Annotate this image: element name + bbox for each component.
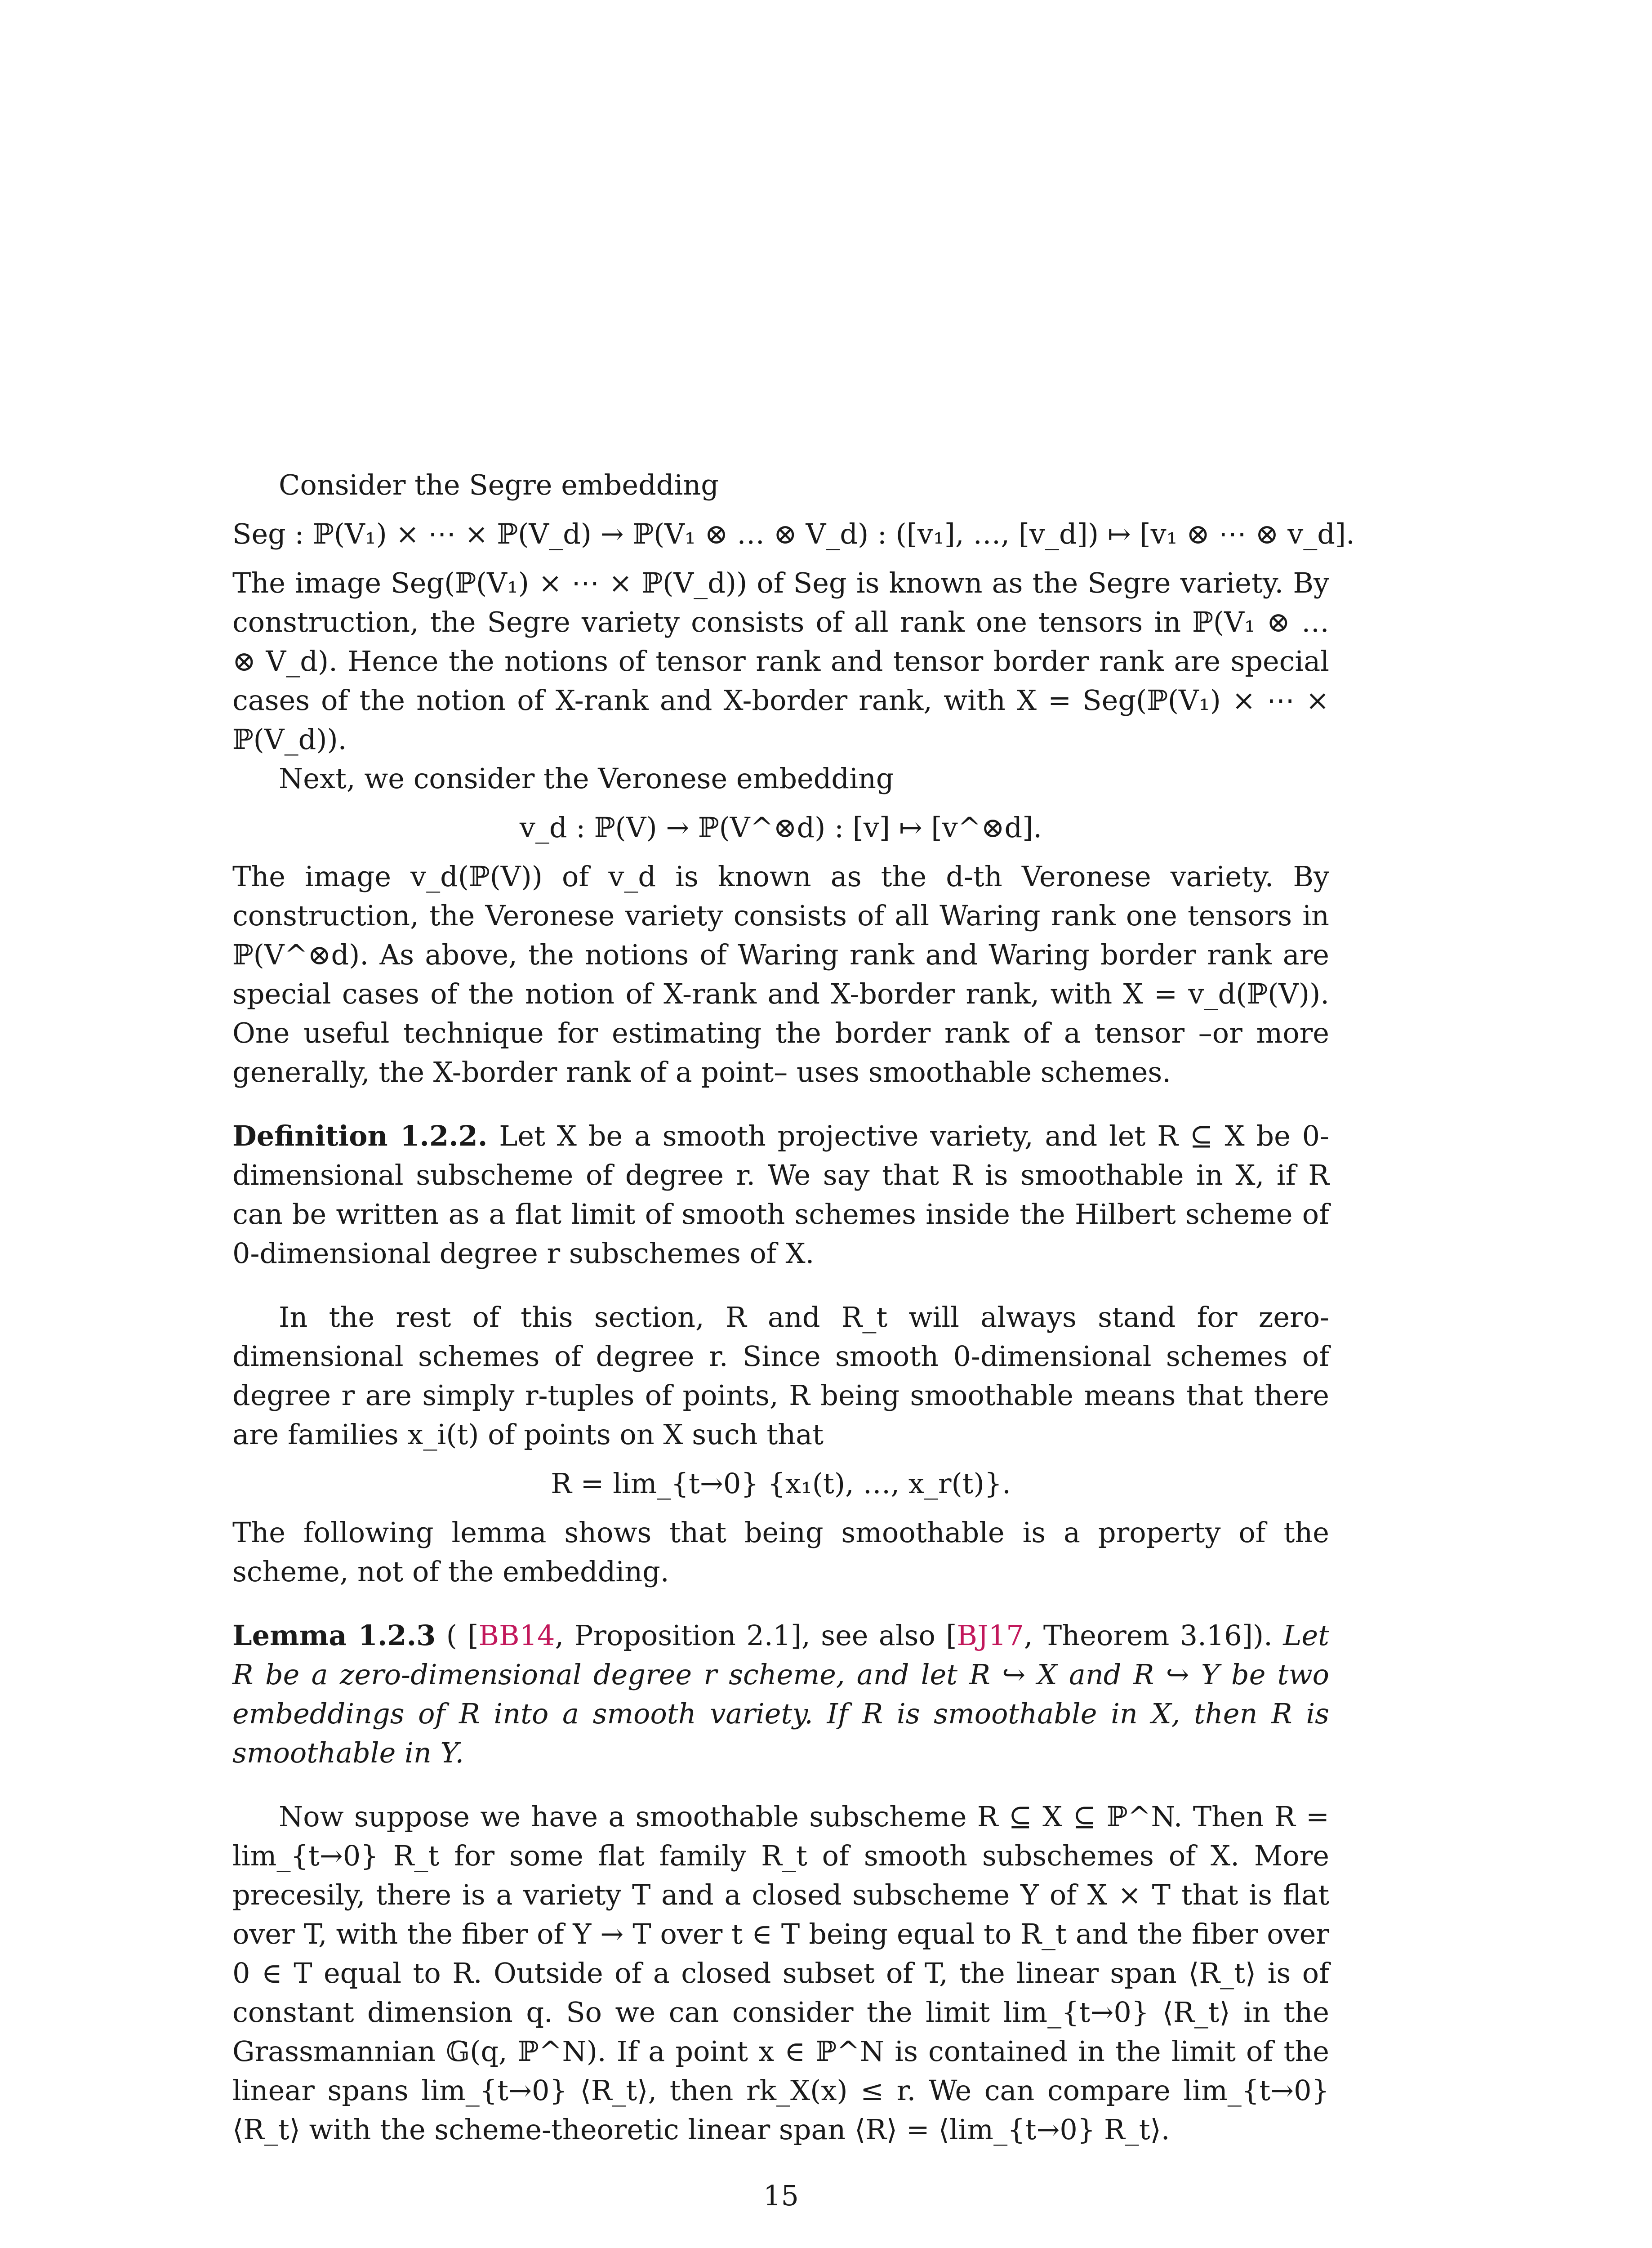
lemma-text: Let R be a zero-dimensional degree r scheme, and let R ↪ X and R ↪ Y be two embeddings of R into a smooth variety. If R is smoothable in X, then R is smoothable in Y. [232,1619,1330,1769]
lemma-1-2-3: Lemma 1.2.3 ( [BB14, Proposition 2.1], see also [BJ17, Theorem 3.16]). Let R be a zero-dimensional degree r scheme, and let R ↪ X and R ↪ Y be two embeddings of R into a smooth variety. If R is smoothable in X, then R is smoothable in Y. [232,1619,1330,1769]
citation-link-bb14[interactable]: BB14 [478,1619,555,1652]
paragraph-smoothable-subscheme: Now suppose we have a smoothable subscheme R ⊆ X ⊆ ℙ^N. Then R = lim_{t→0} R_t for some flat family R_t of smooth subschemes of X. More precesily, there is a variety T and a closed subscheme Y of X × T that is flat over T, with the fiber of Y → T over t ∈ T being equal to R_t and the fiber over 0 ∈ T equal to R. Outside of a closed subset of T, the linear span ⟨R_t⟩ is of constant dimension q. So we can consider the limit lim_{t→0} ⟨R_t⟩ in the Grassmannian 𝔾(q, ℙ^N). If a point x ∈ ℙ^N is contained in the limit of the linear spans lim_{t→0} ⟨R_t⟩, then rk_X(x) ≤ r. We can compare lim_{t→0} ⟨R_t⟩ with the scheme-theoretic linear span ⟨R⟩ = ⟨lim_{t→0} R_t⟩. [232,1800,1329,2146]
equation-limit: R = lim_{t→0} {x₁(t), …, x_r(t)}. [551,1467,1011,1500]
definition-label: Definition 1.2.2. [232,1120,488,1152]
page-body [232,465,1355,2149]
page-number: 15 [763,2179,799,2212]
paragraph-smoothable-families: In the rest of this section, R and R_t will always stand for zero-dimensional schemes of degree r. Since smooth 0-dimensional schemes of degree r are simply r-tuples of points, R being smoothable means that there are families x_i(t) of points on X such that [232,1301,1329,1451]
citation-link-bj17[interactable]: BJ17 [957,1619,1024,1652]
equation-segre-embedding: Seg : ℙ(V₁) × ⋯ × ℙ(V_d) → ℙ(V₁ ⊗ … ⊗ V_d) : ([v₁], …, [v_d]) ↦ [v₁ ⊗ ⋯ ⊗ v_d]. [232,517,1355,550]
paragraph-veronese-variety: The image v_d(ℙ(V)) of v_d is known as the d-th Veronese variety. By construction, the Veronese variety consists of all Waring rank one tensors in ℙ(V^⊗d). As above, the notions of Waring rank and Waring border rank are special cases of the notion of X-rank and X-border rank, with X = v_d(ℙ(V)). One useful technique for estimating the border rank of a tensor –or more generally, the X-border rank of a point– uses smoothable schemes. [232,860,1329,1088]
paragraph-segre-variety: The image Seg(ℙ(V₁) × ⋯ × ℙ(V_d)) of Seg is known as the Segre variety. By construction, the Segre variety consists of all rank one tensors in ℙ(V₁ ⊗ … ⊗ V_d). Hence the notions of tensor rank and tensor border rank are special cases of the notion of X-rank and X-border rank, with X = Seg(ℙ(V₁) × ⋯ × ℙ(V_d)). [232,566,1329,756]
paragraph-lemma-intro: The following lemma shows that being smoothable is a property of the scheme, not of the embedding. [232,1516,1329,1588]
definition-1-2-2 [232,1116,1329,1273]
paragraph-veronese-intro: Next, we consider the Veronese embedding [279,762,894,795]
paragraph-segre-intro: Consider the Segre embedding [279,468,719,501]
equation-veronese-embedding: v_d : ℙ(V) → ℙ(V^⊗d) : [v] ↦ [v^⊗d]. [519,811,1042,844]
definition-text: Let X be a smooth projective variety, and let R ⊆ X be 0-dimensional subscheme of degree r. We say that R is smoothable in X, if R can be written as a flat limit of smooth schemes inside the Hilbert scheme of 0-dimensional degree r subschemes of X. [232,1120,1329,1270]
lemma-label: Lemma 1.2.3 [232,1619,436,1652]
